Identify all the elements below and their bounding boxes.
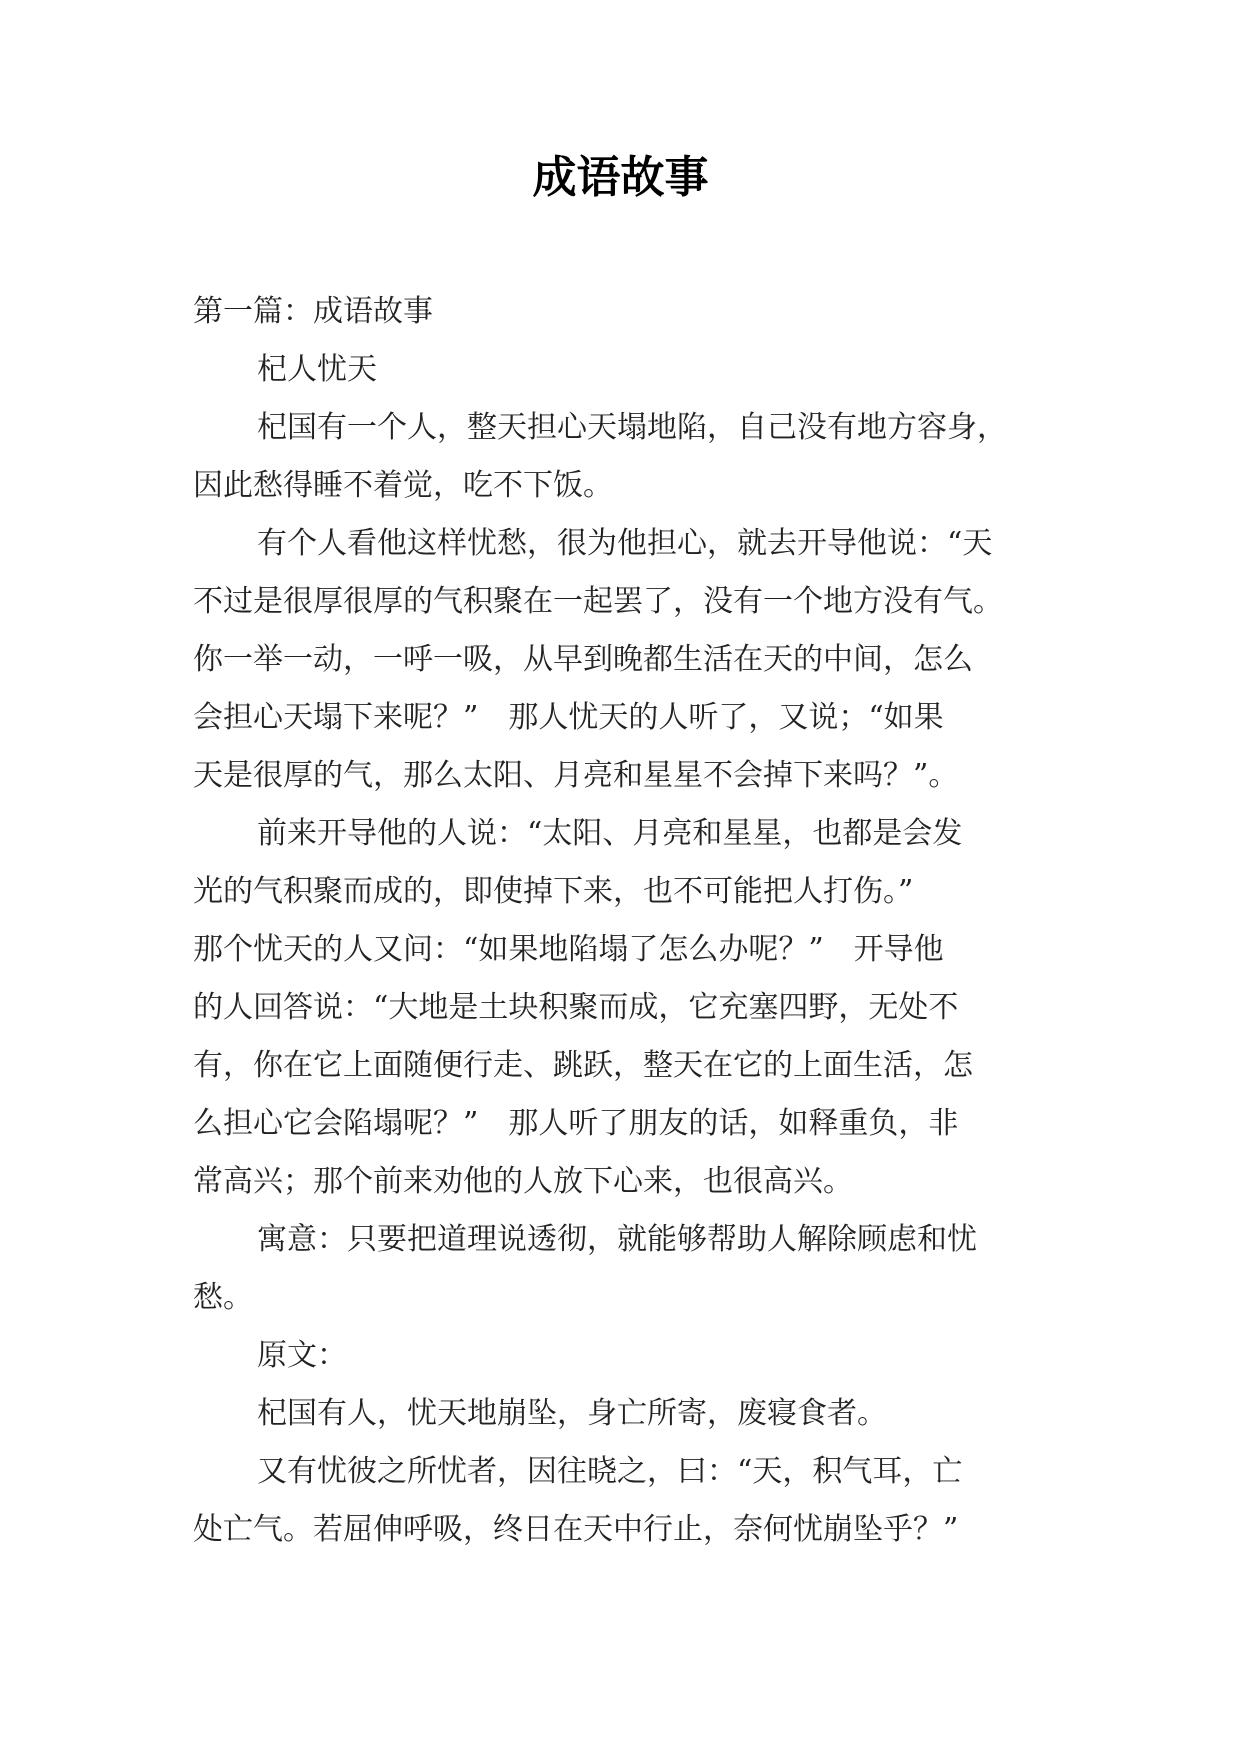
text-line: 处亡气。若屈伸呼吸，终日在天中行止，奈何忧崩坠乎？”: [193, 1512, 959, 1547]
body-text: [193, 283, 1059, 1559]
text-line: 会担心天塌下来呢？” 那人忧天的人听了，又说；“如果: [193, 700, 944, 735]
text-line: 因此愁得睡不着觉，吃不下饭。: [193, 468, 613, 503]
text-line: 又有忧彼之所忧者，因往晓之，曰：“天，积气耳，亡: [257, 1454, 963, 1489]
text-line: 原文：: [257, 1338, 347, 1373]
text-line: 不过是很厚很厚的气积聚在一起罢了，没有一个地方没有气。: [193, 584, 1003, 619]
text-line: 杞人忧天: [257, 352, 377, 387]
text-line: 杞国有人，忧天地崩坠，身亡所寄，废寝食者。: [257, 1396, 887, 1431]
text-line: 寓意：只要把道理说透彻，就能够帮助人解除顾虑和忧: [257, 1222, 977, 1257]
text-line: 杞国有一个人，整天担心天塌地陷，自己没有地方容身，: [257, 410, 1007, 445]
text-line: 你一举一动，一呼一吸，从早到晚都生活在天的中间，怎么: [193, 642, 973, 677]
text-line: 常高兴；那个前来劝他的人放下心来，也很高兴。: [193, 1164, 853, 1199]
text-line: 天是很厚的气，那么太阳、月亮和星星不会掉下来吗？”。: [193, 758, 959, 793]
text-line: 第一篇：成语故事: [193, 294, 433, 329]
text-line: 么担心它会陷塌呢？” 那人听了朋友的话，如释重负，非: [193, 1106, 959, 1141]
text-line: 前来开导他的人说：“太阳、月亮和星星，也都是会发: [257, 816, 963, 851]
page-title: 成语故事: [532, 152, 709, 203]
text-line: 有，你在它上面随便行走、跳跃，整天在它的上面生活，怎: [193, 1048, 973, 1083]
text-line: 有个人看他这样忧愁，很为他担心，就去开导他说：“天: [257, 526, 993, 561]
text-line: 的人回答说：“大地是土块积聚而成，它充塞四野，无处不: [193, 990, 959, 1025]
text-line: 光的气积聚而成的，即使掉下来，也不可能把人打伤。”: [193, 874, 914, 909]
text-line: 愁。: [193, 1280, 253, 1315]
text-line: 那个忧天的人又问：“如果地陷塌了怎么办呢？” 开导他: [193, 932, 944, 967]
